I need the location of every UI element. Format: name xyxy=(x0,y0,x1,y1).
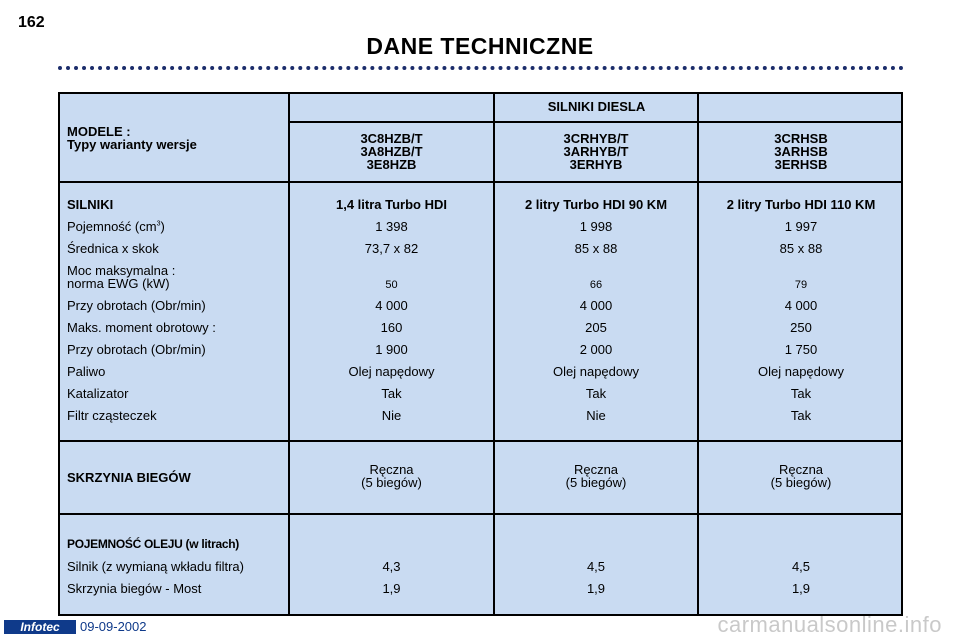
row-label-power: Moc maksymalna : xyxy=(67,263,176,278)
spec-value: Nie xyxy=(586,408,606,423)
row-label-catalyst: Katalizator xyxy=(67,386,129,401)
row-divider xyxy=(60,513,901,515)
group-header: SILNIKI DIESLA xyxy=(547,99,646,114)
infotec-logo: Infotec xyxy=(4,620,76,634)
model-code: 3E8HZB xyxy=(366,157,417,172)
model-code: 3C8HZB/T xyxy=(360,131,423,146)
spec-value: Tak xyxy=(790,408,812,423)
model-code: 3ERHSB xyxy=(774,157,828,172)
header-divider xyxy=(288,121,901,123)
oil-value: 4,5 xyxy=(586,559,606,574)
oil-value: 1,9 xyxy=(382,581,401,596)
spec-value: 1 998 xyxy=(579,219,613,234)
model-label: MODELE : xyxy=(67,124,131,139)
model-code: 3ARHYB/T xyxy=(563,144,629,159)
model-code: 3A8HZB/T xyxy=(360,144,423,159)
row-divider xyxy=(60,440,901,442)
spec-value: 85 x 88 xyxy=(779,241,823,256)
row-label-rpm: Przy obrotach (Obr/min) xyxy=(67,342,206,357)
spec-value: Olej napędowy xyxy=(553,364,639,379)
spec-value: 50 xyxy=(385,279,398,291)
gearbox-gears: (5 biegów) xyxy=(361,475,422,490)
gearbox-gears: (5 biegów) xyxy=(770,475,832,490)
spec-value: Olej napędowy xyxy=(758,364,844,379)
row-label-fuel: Paliwo xyxy=(67,364,106,379)
model-code: 3CRHYB/T xyxy=(563,131,629,146)
dotted-divider xyxy=(58,66,904,70)
spec-value: 160 xyxy=(380,320,403,335)
page-number: 162 xyxy=(18,14,45,31)
row-label-capacity: Pojemność $(cm^3)$ xyxy=(67,219,165,234)
spec-value: 2 000 xyxy=(579,342,613,357)
oil-value: 1,9 xyxy=(791,581,811,596)
row-label-power-norm: norma EWG (kW) xyxy=(67,276,170,291)
gearbox-type: Ręczna xyxy=(778,462,824,477)
spec-value: Tak xyxy=(585,386,607,401)
row-label-particle-filter: Filtr cząsteczek xyxy=(67,408,157,423)
spec-value: 85 x 88 xyxy=(574,241,618,256)
watermark: carmanualsonline.info xyxy=(717,612,942,637)
row-label-bore: Średnica x skok xyxy=(67,241,159,256)
oil-row-engine: Silnik (z wymianą wkładu filtra) xyxy=(67,559,244,574)
spec-value: 1 398 xyxy=(375,219,408,234)
spec-value: 1 900 xyxy=(375,342,408,357)
gearbox-label: SKRZYNIA BIEGÓW xyxy=(67,470,191,485)
spec-value: 4 000 xyxy=(579,298,613,313)
spec-value: 66 xyxy=(589,279,603,291)
footer-date: 09-09-2002 xyxy=(80,619,147,634)
spec-value: 1 750 xyxy=(784,342,818,357)
model-code: 3ERHYB xyxy=(569,157,623,172)
oil-value: 4,5 xyxy=(791,559,811,574)
gearbox-type: Ręczna xyxy=(573,462,619,477)
spec-value: Tak xyxy=(381,386,402,401)
spec-value: 73,7 x 82 xyxy=(364,241,419,256)
spec-value: 79 xyxy=(794,279,808,291)
row-label-torque: Maks. moment obrotowy : xyxy=(67,320,216,335)
spec-value: Nie xyxy=(381,408,402,423)
spec-value: Olej napędowy xyxy=(348,364,435,379)
spec-value: 1 997 xyxy=(784,219,818,234)
gearbox-gears: (5 biegów) xyxy=(565,475,627,490)
model-sublabel: Typy warianty wersje xyxy=(67,137,197,152)
engine-name: 1,4 litra Turbo HDI xyxy=(336,197,447,212)
model-code: 3ARHSB xyxy=(774,144,828,159)
oil-value: 1,9 xyxy=(586,581,606,596)
spec-value: Tak xyxy=(790,386,812,401)
row-divider xyxy=(60,181,901,183)
oil-capacity-label: POJEMNOŚĆ OLEJU (w litrach) xyxy=(67,537,239,551)
oil-value: 4,3 xyxy=(382,559,401,574)
specifications-table xyxy=(58,92,903,616)
spec-value: 250 xyxy=(790,320,812,335)
engine-name: 2 litry Turbo HDI 110 KM xyxy=(726,197,876,212)
spec-value: 4 000 xyxy=(375,298,408,313)
row-label-rpm: Przy obrotach (Obr/min) xyxy=(67,298,206,313)
model-code: 3CRHSB xyxy=(774,131,828,146)
engine-section-label: SILNIKI xyxy=(67,197,114,212)
gearbox-type: Ręczna xyxy=(369,462,414,477)
page-title: DANE TECHNICZNE xyxy=(366,33,594,59)
oil-row-gearbox: Skrzynia biegów - Most xyxy=(67,581,202,596)
spec-value: 205 xyxy=(585,320,607,335)
engine-name: 2 litry Turbo HDI 90 KM xyxy=(524,197,668,212)
spec-value: 4 000 xyxy=(784,298,818,313)
